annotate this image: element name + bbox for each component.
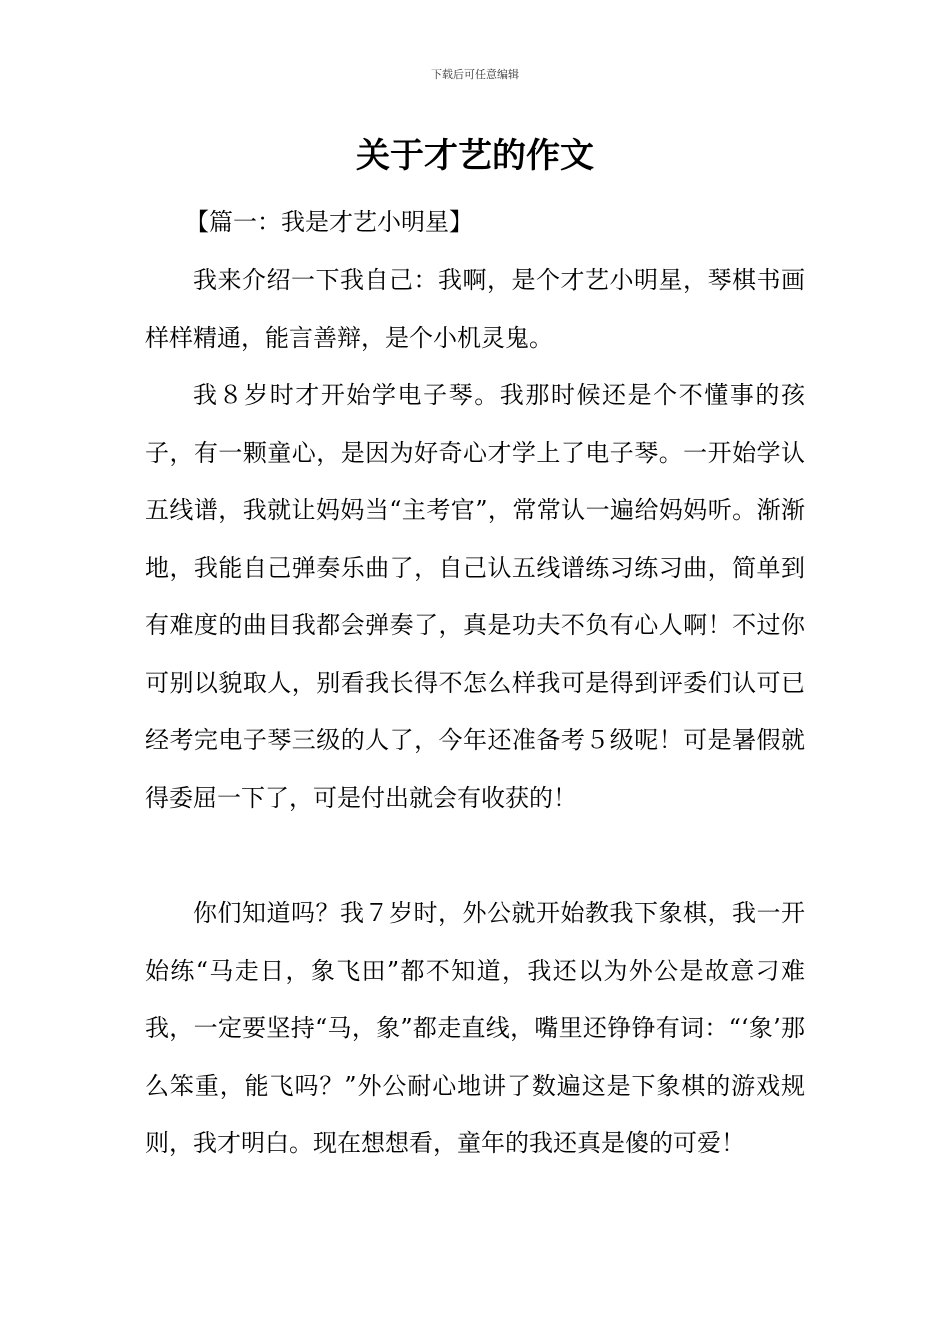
paragraph-chinese-chess: 你们知道吗？我７岁时，外公就开始教我下象棋，我一开始练“马走日，象飞田”都不知道，我还以为外公是故意刁难我，一定要坚持“马，象”都走直线，嘴里还铮铮有词：“‘象’那么笨重，能飞吗？”外公耐心地讲了数遍这是下象棋的游戏规则，我才明白。现在想想看，童年的我还真是傻的可爱！ bbox=[145, 899, 805, 1157]
paragraph-electronic-keyboard: 我８岁时才开始学电子琴。我那时候还是个不懂事的孩子，有一颗童心，是因为好奇心才学上了电子琴。一开始学认五线谱，我就让妈妈当“主考官”，常常认一遍给妈妈听。渐渐地，我能自己弹奏乐曲了，自己认五线谱练习练习曲，简单到有难度的曲目我都会弹奏了，真是功夫不负有心人啊！不过你可别以貌取人，别看我长得不怎么样我可是得到评委们认可已经考完电子琴三级的人了，今年还准备考５级呢！可是暑假就得委屈一下了，可是付出就会有收获的！ bbox=[145, 381, 805, 812]
paragraph-intro: 我来介绍一下我自己：我啊，是个才艺小明星，琴棋书画样样精通，能言善辩，是个小机灵鬼。 bbox=[145, 266, 805, 352]
document-title: 关于才艺的作文 bbox=[356, 136, 594, 176]
section-heading: 【篇一：我是才艺小明星】 bbox=[185, 208, 473, 236]
header-note: 下载后可任意编辑 bbox=[431, 68, 519, 81]
